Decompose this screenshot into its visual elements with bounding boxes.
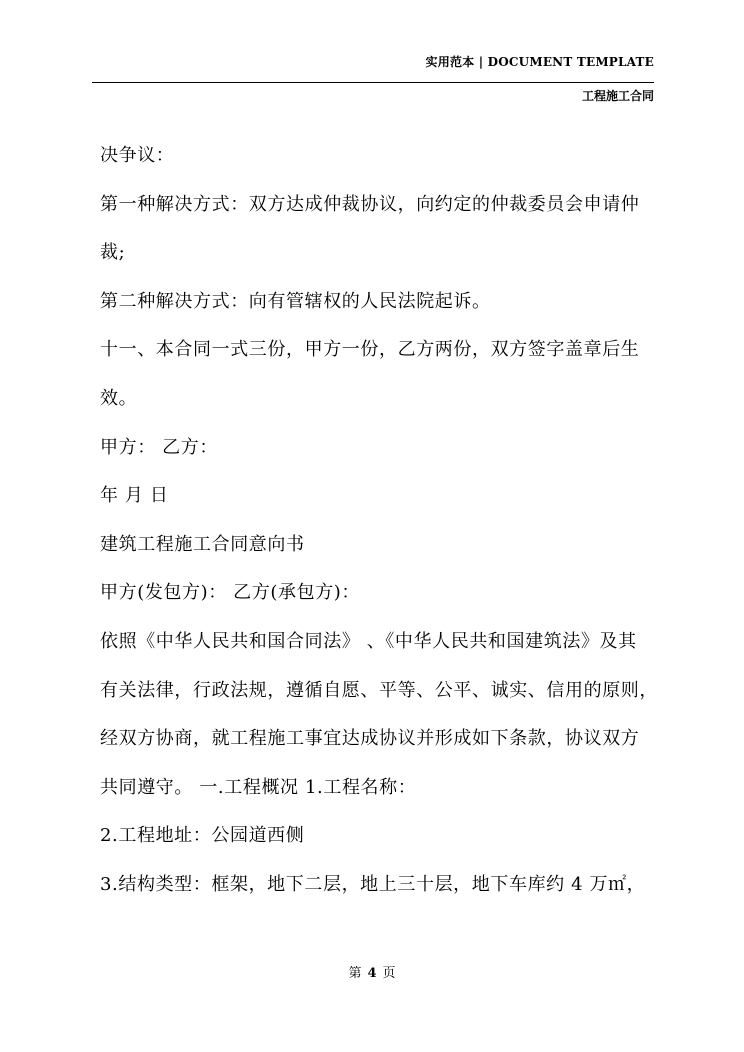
header-document-template: 实用范本 | DOCUMENT TEMPLATE bbox=[425, 55, 654, 69]
body-line: 甲方： 乙方： bbox=[100, 436, 218, 458]
page-number: 4 bbox=[367, 966, 377, 981]
body-line: 有关法律，行政法规，遵循自愿、平等、公平、诚实、信用的原则， bbox=[100, 679, 658, 701]
page-prefix: 第 bbox=[348, 966, 362, 981]
body-line: 共同遵守。 一.工程概况 1.工程名称： bbox=[100, 776, 417, 798]
document-body bbox=[100, 132, 660, 910]
body-line: 效。 bbox=[100, 387, 138, 409]
page-suffix: 页 bbox=[382, 966, 396, 981]
body-line: 经双方协商，就工程施工事宜达成协议并形成如下条款，协议双方 bbox=[100, 728, 640, 750]
header-subtitle: 工程施工合同 bbox=[581, 89, 654, 103]
body-line: 决争议： bbox=[100, 145, 175, 166]
body-line: 年 月 日 bbox=[100, 485, 169, 507]
body-line: 第二种解决方式：向有管辖权的人民法院起诉。 bbox=[100, 290, 491, 312]
header-divider bbox=[92, 82, 654, 83]
page-footer bbox=[0, 962, 744, 981]
body-line: 2.工程地址：公园道西侧 bbox=[100, 825, 305, 847]
body-line: 甲方(发包方)： 乙方(承包方)： bbox=[100, 582, 361, 604]
section-title: 建筑工程施工合同意向书 bbox=[100, 533, 305, 555]
body-line: 十一、本合同一式三份，甲方一份，乙方两份，双方签字盖章后生 bbox=[100, 339, 640, 361]
body-line: 裁; bbox=[100, 242, 126, 264]
body-line: 第一种解决方式：双方达成仲裁协议，向约定的仲裁委员会申请仲 bbox=[100, 193, 640, 215]
body-line: 3.结构类型：框架，地下二层，地上三十层，地下车库约 4 万㎡， bbox=[100, 873, 646, 895]
body-line: 依照《中华人民共和国合同法》 、《中华人民共和国建筑法》及其 bbox=[100, 630, 637, 652]
